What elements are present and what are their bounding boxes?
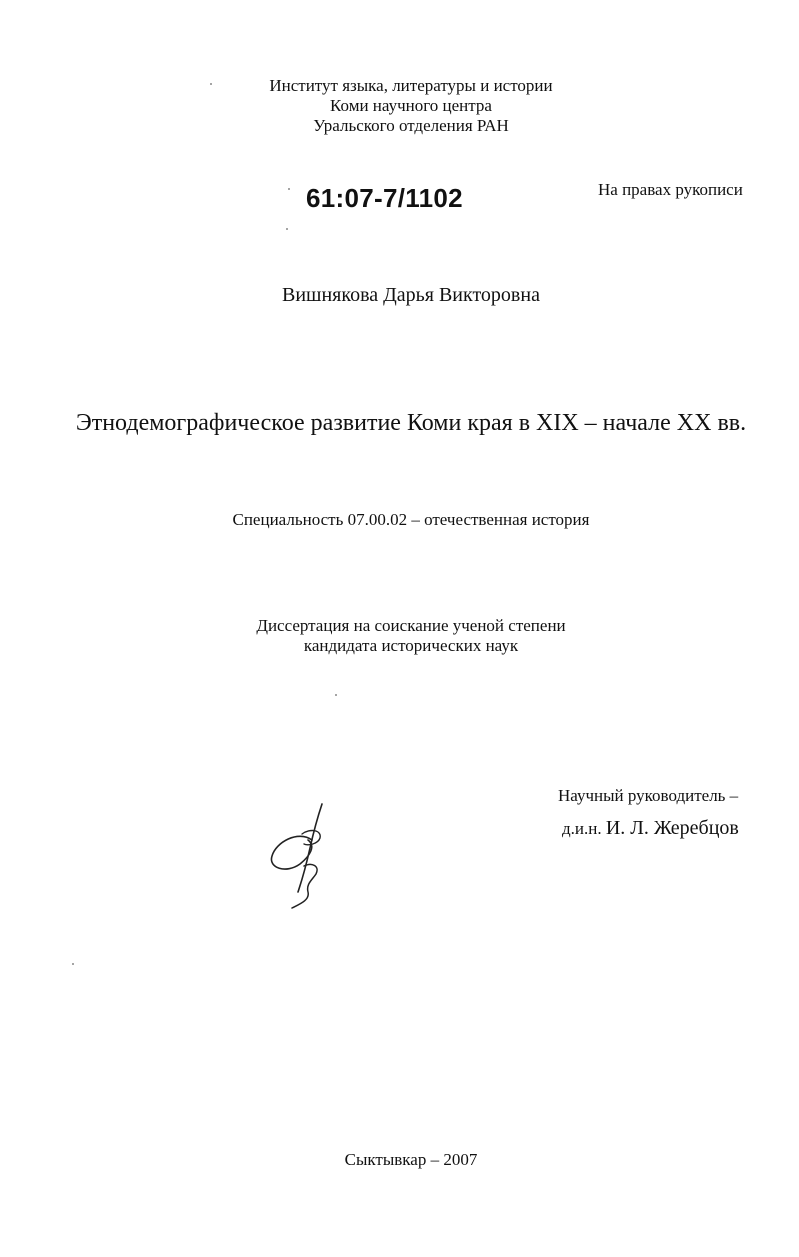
thesis-title: Этнодемографическое развитие Коми края в XIX – начале XX вв. (75, 410, 747, 436)
city-year: Сыктывкар – 2007 (344, 1150, 478, 1169)
institution-line-2: Коми научного центра (330, 96, 492, 115)
scan-speck (288, 188, 290, 190)
supervisor-name: И. Л. Жеребцов (605, 817, 739, 839)
dissertation-line-1: Диссертация на соискание ученой степени (256, 616, 566, 635)
scan-speck (72, 963, 74, 965)
author-name: Вишнякова Дарья Викторовна (282, 284, 540, 306)
dissertation-degree-block (0, 616, 799, 656)
scan-speck (286, 228, 288, 230)
institution-line-1: Институт языка, литературы и истории (269, 76, 553, 95)
institution-line-3: Уральского отделения РАН (313, 116, 509, 135)
scan-speck (210, 83, 212, 85)
supervisor-degree: д.и.н. (562, 819, 602, 838)
supervisor-name-line (562, 817, 739, 840)
handwritten-signature-icon (260, 800, 340, 912)
manuscript-rights-note: На правах рукописи (598, 180, 743, 199)
supervisor-role: Научный руководитель – (558, 786, 739, 805)
specialty-line: Специальность 07.00.02 – отечественная история (232, 510, 590, 529)
scan-speck (335, 694, 337, 696)
institution-block (0, 76, 799, 136)
catalog-code: 61:07-7/1102 (306, 183, 463, 213)
dissertation-line-2: кандидата исторических наук (303, 636, 519, 655)
